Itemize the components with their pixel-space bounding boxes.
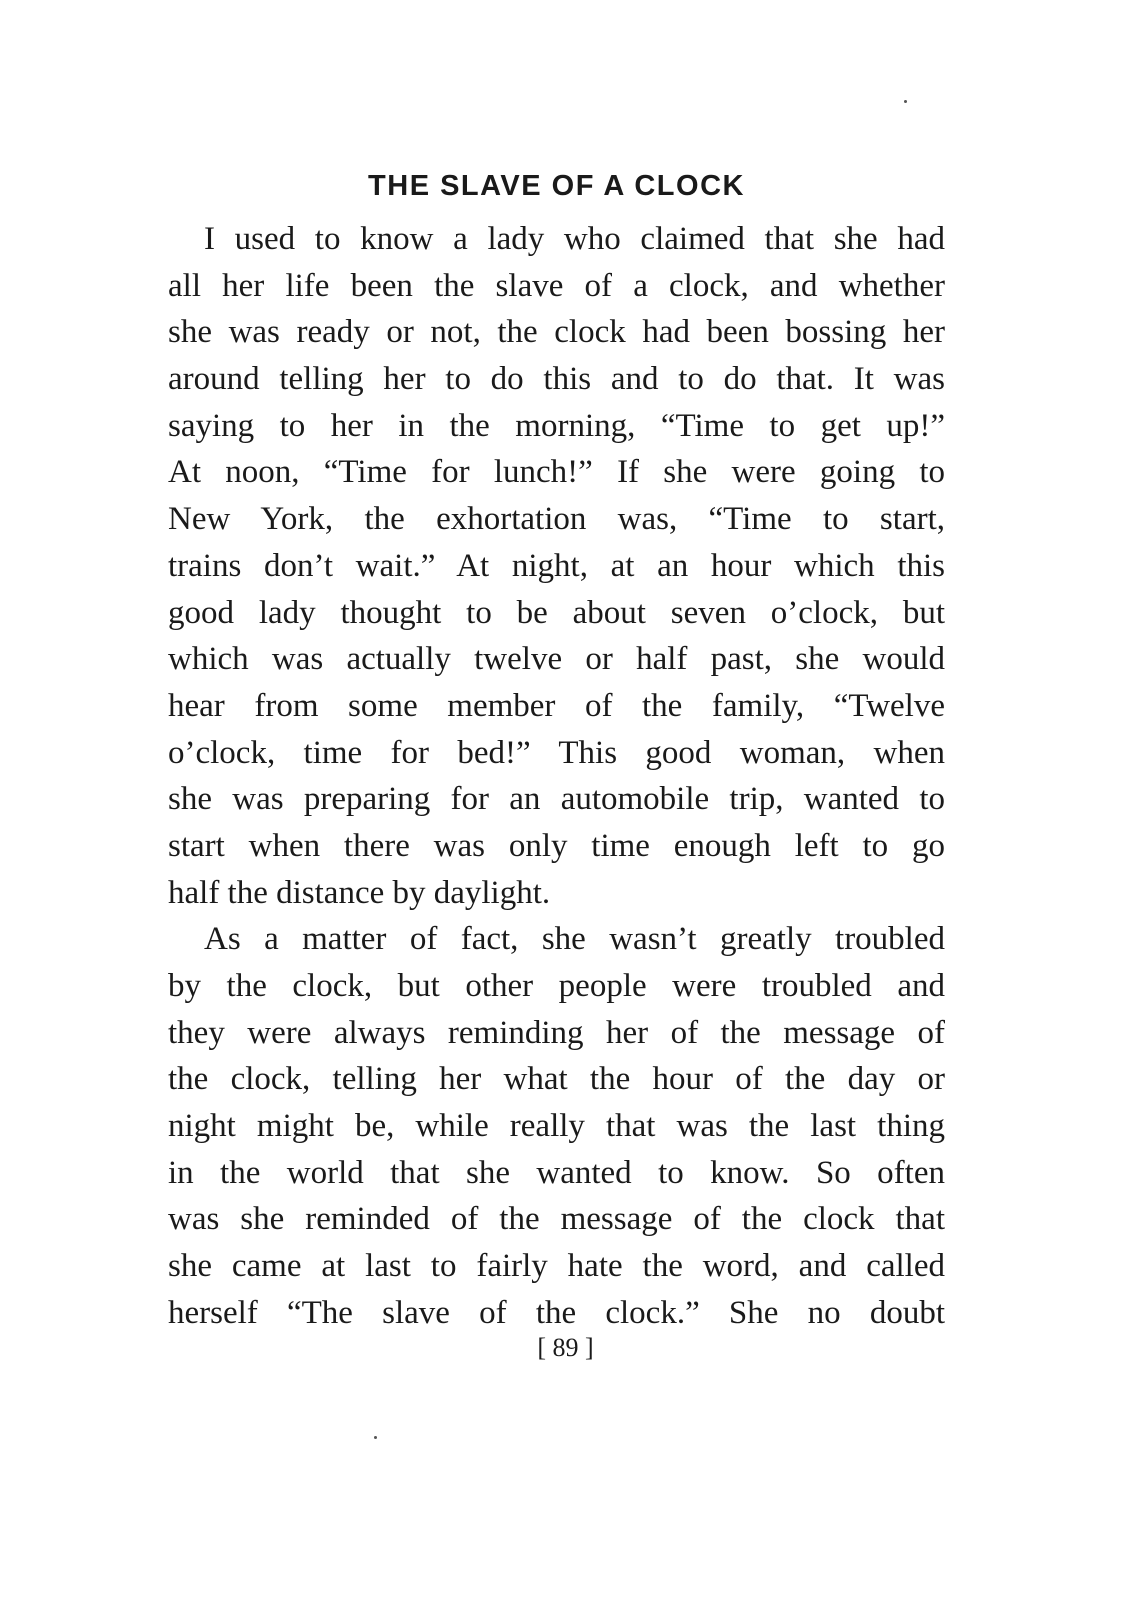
paper-speck — [374, 1436, 377, 1439]
body-text — [168, 216, 945, 1337]
paragraph-2 — [168, 916, 945, 1336]
text-line: start when there was only time enough left to go — [168, 827, 945, 864]
text-line: she was preparing for an automobile trip, wanted to — [168, 781, 945, 818]
text-line: around telling her to do this and to do that. It was — [168, 361, 945, 398]
text-line: they were always reminding her of the message of — [168, 1014, 945, 1051]
text-line: o’clock, time for bed!” This good woman, when — [168, 734, 945, 771]
text-line: night might be, while really that was the last thing — [168, 1108, 945, 1145]
paper-speck — [904, 100, 907, 103]
text-line: As a matter of fact, she wasn’t greatly troubled — [204, 921, 945, 958]
text-line: all her life been the slave of a clock, and whether — [168, 267, 945, 304]
chapter-title: THE SLAVE OF A CLOCK — [368, 170, 745, 202]
paragraph-1 — [168, 216, 945, 916]
text-line: which was actually twelve or half past, she would — [168, 641, 945, 678]
text-line: in the world that she wanted to know. So often — [168, 1154, 945, 1191]
page-number: [ 89 ] — [537, 1333, 594, 1362]
text-line: by the clock, but other people were troubled and — [168, 968, 945, 1004]
text-line: the clock, telling her what the hour of the day or — [168, 1061, 945, 1098]
text-line: hear from some member of the family, “Twelve — [168, 687, 945, 724]
text-line: At noon, “Time for lunch!” If she were going to — [168, 454, 945, 491]
text-line: New York, the exhortation was, “Time to start, — [168, 501, 945, 538]
text-line: saying to her in the morning, “Time to get up!” — [168, 407, 945, 444]
text-line: she was ready or not, the clock had been bossing her — [168, 314, 945, 351]
text-line: herself “The slave of the clock.” She no doubt — [168, 1294, 945, 1331]
text-line: she came at last to fairly hate the word, and called — [168, 1248, 945, 1285]
text-line: I used to know a lady who claimed that she had — [204, 221, 945, 257]
text-line: trains don’t wait.” At night, at an hour which this — [168, 547, 945, 584]
text-line: good lady thought to be about seven o’clock, but — [168, 594, 945, 631]
text-line: was she reminded of the message of the clock that — [168, 1201, 945, 1238]
text-line: half the distance by daylight. — [168, 874, 551, 911]
